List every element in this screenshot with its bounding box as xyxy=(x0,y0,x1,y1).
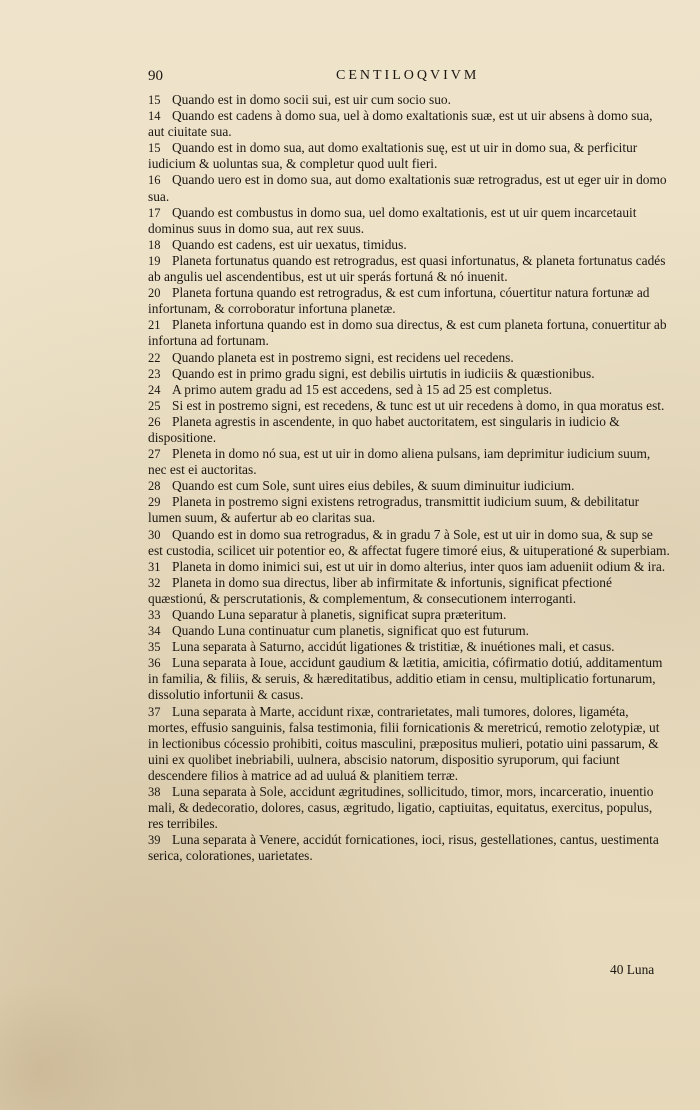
aphorism-number: 30 xyxy=(148,527,161,542)
aphorism-entry xyxy=(148,108,670,140)
aphorism-text: A primo autem gradu ad 15 est accedens, sed à 15 ad 25 est completus. xyxy=(172,381,553,397)
aphorism-text: Luna separata à Venere, accidút fornicationes, ioci, risus, gestellationes, cantus, uestimenta serica, colorationes, uarietates. xyxy=(148,832,659,864)
aphorism-number: 31 xyxy=(148,559,161,574)
aphorism-entry xyxy=(148,575,670,607)
aphorism-text: Planeta infortuna quando est in domo sua directus, & est cum planeta fortuna, conuertitur ab infortuna ad fortunam. xyxy=(148,317,667,349)
aphorism-entry xyxy=(148,832,670,864)
aphorism-number: 35 xyxy=(148,640,161,655)
aphorism-number: 16 xyxy=(148,173,161,188)
page-header xyxy=(148,68,668,88)
aphorism-entry xyxy=(148,366,670,382)
aphorism-entry xyxy=(148,350,670,366)
aphorism-number: 14 xyxy=(148,109,161,124)
centiloquium-text xyxy=(148,92,670,865)
aphorism-text: Pleneta in domo nó sua, est ut uir in domo aliena pulsans, iam deprimitur iudicium suum, nec est ei auctoritas. xyxy=(148,446,651,478)
aphorism-number: 37 xyxy=(148,704,161,719)
aphorism-number: 34 xyxy=(148,624,161,639)
aphorism-text: Quando est in domo sua retrogradus, & in gradu 7 à Sole, est ut uir in domo sua, & sup se est custodia, scilicet uir potentior eo, & affectat fugere timoré eius, & uituperationé & superbiam. xyxy=(148,526,670,558)
aphorism-number: 27 xyxy=(148,447,161,462)
aphorism-entry xyxy=(148,317,670,349)
aphorism-entry xyxy=(148,253,670,285)
aphorism-number: 29 xyxy=(148,495,161,510)
aphorism-text: Luna separata à Sole, accidunt ægritudines, sollicitudo, timor, mors, incarceratio, inuentio mali, & dedecoratio, dolores, casus, ægritudo, ligatio, captiuitas, equitatus, exercitus, populus, res terribiles. xyxy=(148,784,654,832)
aphorism-number: 38 xyxy=(148,785,161,800)
aphorism-entry xyxy=(148,623,670,639)
aphorism-text: Quando est cadens, est uir uexatus, timidus. xyxy=(172,236,407,252)
aphorism-number: 39 xyxy=(148,833,161,848)
aphorism-entry xyxy=(148,172,670,204)
aphorism-text: Planeta in domo sua directus, liber ab infirmitate & infortunis, significat pfectioné quæstionú, & perscrutationis, & complementum, & consecutionem interroganti. xyxy=(148,574,612,606)
aphorism-number: 36 xyxy=(148,656,161,671)
aphorism-number: 20 xyxy=(148,286,161,301)
aphorism-text: Quando est cum Sole, sunt uires eius debiles, & suum diminuitur iudicium. xyxy=(172,478,575,494)
aphorism-entry xyxy=(148,494,670,526)
aphorism-entry xyxy=(148,704,670,784)
aphorism-text: Planeta fortuna quando est retrogradus, & est cum infortuna, cóuertitur natura fortunæ ad infortunam, & corroboratur infortuna planetæ. xyxy=(148,285,650,317)
aphorism-text: Si est in postremo signi, est recedens, & tunc est ut uir recedens à domo, in qua moratus est. xyxy=(172,397,665,413)
aphorism-number: 33 xyxy=(148,608,161,622)
aphorism-number: 32 xyxy=(148,575,161,590)
aphorism-text: Planeta agrestis in ascendente, in quo habet auctoritatem, est singularis in iudicio & dispositione. xyxy=(148,413,620,445)
aphorism-entry xyxy=(148,784,670,832)
aphorism-number: 21 xyxy=(148,318,161,333)
aphorism-number: 22 xyxy=(148,350,161,365)
page-number: 90 xyxy=(148,68,163,84)
aphorism-entry xyxy=(148,92,670,108)
aphorism-entry xyxy=(148,527,670,559)
aphorism-entry xyxy=(148,478,670,494)
aphorism-entry xyxy=(148,285,670,317)
aphorism-number: 15 xyxy=(148,141,161,156)
aphorism-entry xyxy=(148,559,670,575)
aphorism-text: Quando planeta est in postremo signi, est recidens uel recedens. xyxy=(172,349,514,365)
aphorism-entry xyxy=(148,446,670,478)
aphorism-entry xyxy=(148,398,670,414)
aphorism-text: Planeta fortunatus quando est retrogradus, est quasi infortunatus, & planeta fortunatus cadés ab angulis uel ascendentibus, est ut uir sperás fortuná & nó inuenit. xyxy=(148,252,666,285)
aphorism-number: 23 xyxy=(148,366,161,381)
aphorism-entry xyxy=(148,639,670,655)
paper-stain xyxy=(0,980,130,1110)
aphorism-number: 24 xyxy=(148,382,161,397)
aphorism-text: Planeta in domo inimici sui, est ut uir in domo alterius, inter quos iam adueniit odium & ira. xyxy=(172,558,666,574)
aphorism-text: Quando Luna continuatur cum planetis, significat quo est futurum. xyxy=(172,623,530,639)
aphorism-text: Quando Luna separatur à planetis, significat supra præteritum. xyxy=(172,607,507,622)
aphorism-entry xyxy=(148,237,670,253)
running-title: CENTILOQVIVM xyxy=(336,68,480,83)
aphorism-entry xyxy=(148,205,670,237)
aphorism-number: 26 xyxy=(148,414,161,429)
aphorism-number: 25 xyxy=(148,398,161,413)
aphorism-text: Quando est in domo sua, aut domo exaltationis suę, est ut uir in domo sua, & perficitur iudicium & uoluntas sua, & completur quod uult fieri. xyxy=(148,140,638,172)
aphorism-text: Quando uero est in domo sua, aut domo exaltationis suæ retrogradus, est ut eger uir in domo sua. xyxy=(148,172,667,204)
aphorism-text: Quando est cadens à domo sua, uel à domo exaltationis suæ, est ut uir absens à domo sua, aut ciuitate sua. xyxy=(148,108,653,140)
aphorism-text: Quando est combustus in domo sua, uel domo exaltationis, est ut uir quem incarcetauit dominus suus in domo sua, aut rex suus. xyxy=(148,204,637,236)
aphorism-entry xyxy=(148,382,670,398)
aphorism-entry xyxy=(148,607,670,623)
aphorism-entry xyxy=(148,655,670,703)
aphorism-text: Quando est in domo socii sui, est uir cum socio suo. xyxy=(172,92,451,107)
aphorism-text: Luna separata à Ioue, accidunt gaudium & lætitia, amicitia, cófirmatio dotiú, additamentum in familia, & filiis, & seruis, & hæreditatibus, additio etiam in censu, multiplicatio fortunarum, dissolutio infortunii & casus. xyxy=(148,655,663,703)
aphorism-text: Luna separata à Saturno, accidút ligationes & tristitiæ, & inuétiones mali, et casus. xyxy=(172,639,615,655)
aphorism-number: 17 xyxy=(148,205,161,220)
aphorism-number: 18 xyxy=(148,237,161,252)
aphorism-entry xyxy=(148,414,670,446)
aphorism-number: 15 xyxy=(148,93,161,107)
aphorism-entry xyxy=(148,140,670,172)
aphorism-number: 28 xyxy=(148,479,161,494)
catchword: 40 Luna xyxy=(610,962,655,977)
aphorism-text: Luna separata à Marte, accidunt rixæ, contrarietates, mali tumores, dolores, ligaméta, mortes, effusio sanguinis, falsa testimonia, filii fornicationis & meretricú, remotio zelotypiæ, ut in lectionibus cócessio prohibiti, coitus masculini, præpositus mulieri, potatio uini passarum, & uini ex quolibet inebriabili, uulnera, abscisio natorum, dispositio syruporum, qui faciunt descendere filios à matrice ad ad uuluá & planitiem terræ. xyxy=(148,703,660,783)
aphorism-text: Planeta in postremo signi existens retrogradus, transmittit iudicium suum, & debilitatur lumen suum, & aufertur ab eo claritas sua. xyxy=(148,494,640,526)
aphorism-text: Quando est in primo gradu signi, est debilis uirtutis in iudiciis & quæstionibus. xyxy=(172,365,595,381)
aphorism-number: 19 xyxy=(148,253,161,268)
